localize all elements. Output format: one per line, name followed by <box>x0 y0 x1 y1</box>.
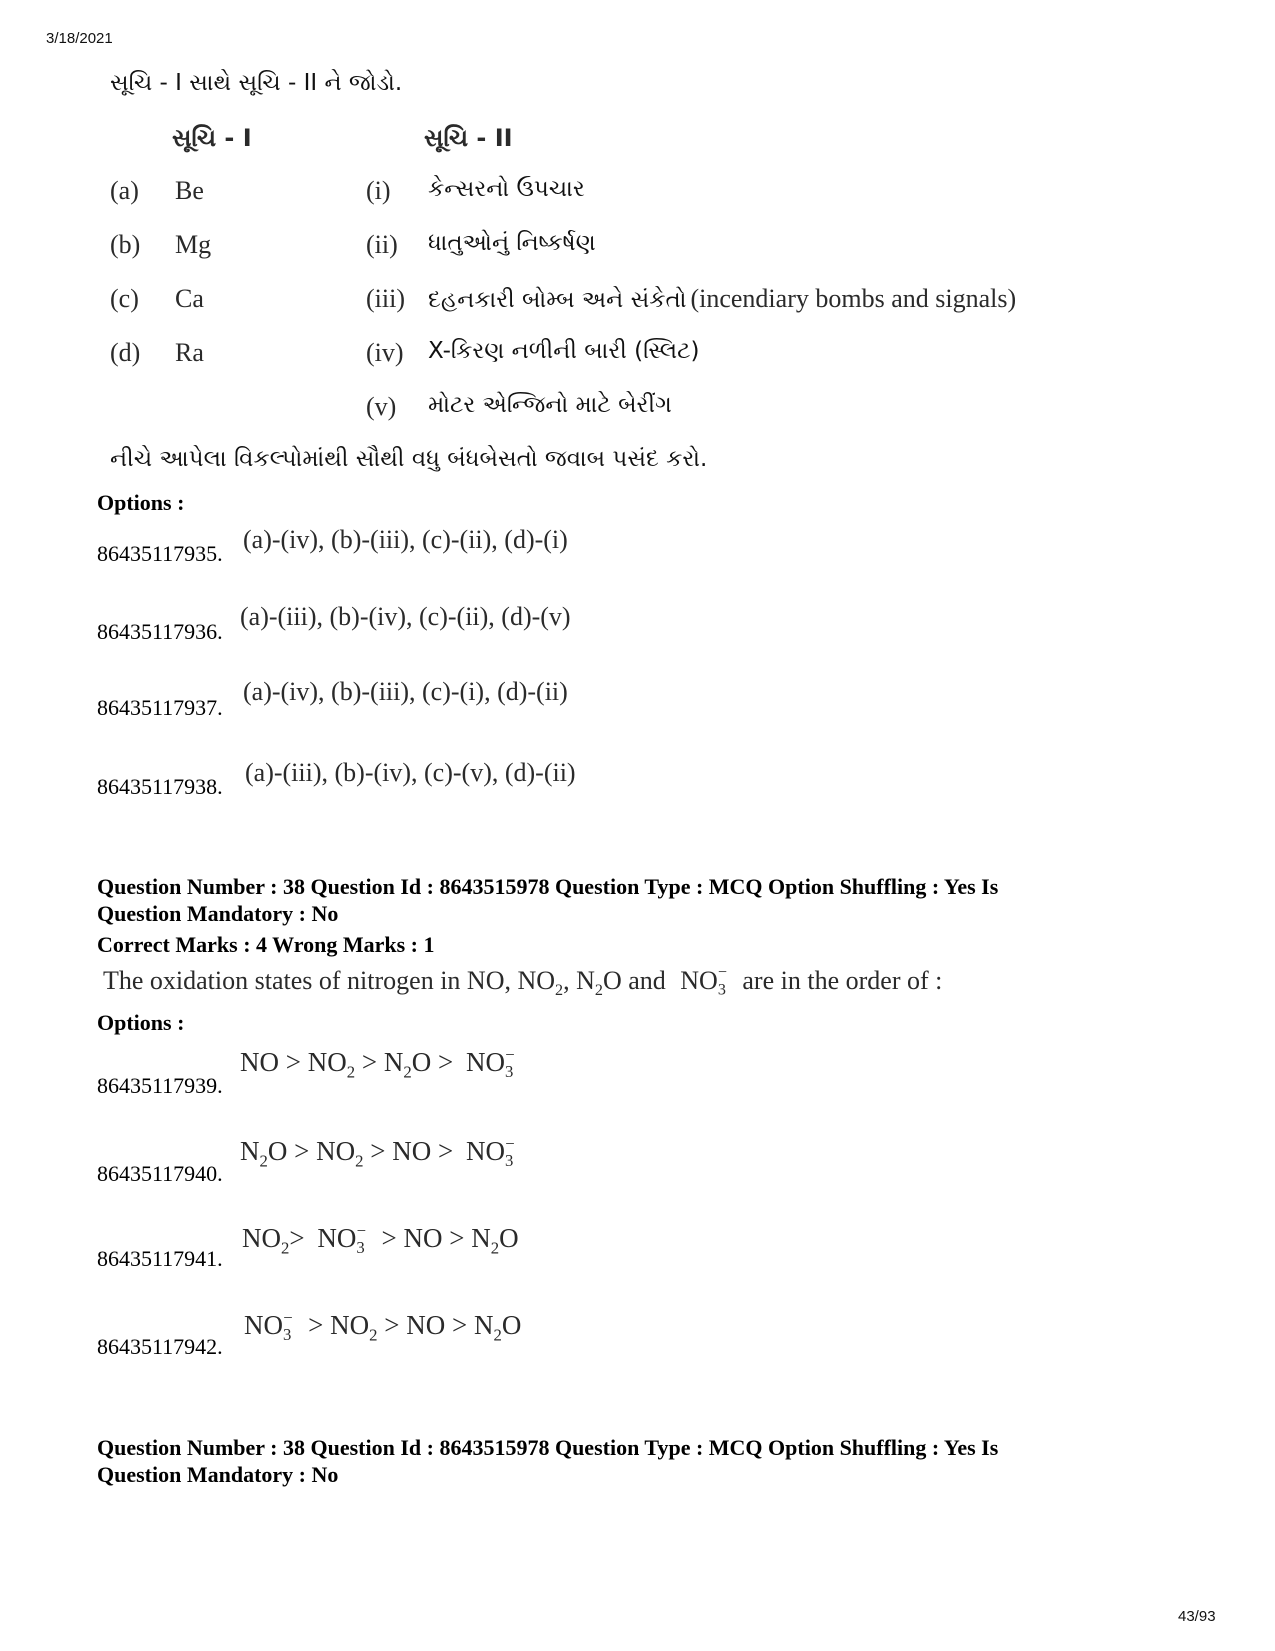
option-id: 86435117938. <box>97 774 223 799</box>
list1-value-a: Be <box>175 176 204 205</box>
q38-options-label: Options : <box>97 1010 185 1035</box>
nitrate-ion: $NO_3$ − <box>680 964 727 999</box>
list1-label-c: (c) <box>110 284 139 313</box>
list1-label-a: (a) <box>110 176 139 205</box>
sub-2: 2 <box>555 982 564 1000</box>
list2-value-v: મોટર એન્જિનો માટે બેરીંગ <box>428 392 672 418</box>
sub-2: 2 <box>594 982 603 1000</box>
list2-label-i: (i) <box>366 176 391 205</box>
q38-repeat-meta <box>97 1434 998 1488</box>
q37-instruction: સૂચિ - I સાથે સૂચિ - II ને જોડો. <box>110 70 403 96</box>
option-text[interactable]: (a)-(iv), (b)-(iii), (c)-(i), (d)-(ii) <box>243 677 568 706</box>
list2-value-i: કેન્સરનો ઉપચાર <box>428 176 585 202</box>
list2-value-iv: X-કિરણ નળીની બારી (સ્લિટ) <box>428 338 700 364</box>
list2-value-ii: ધાતુઓનું નિષ્કર્ષણ <box>428 230 596 256</box>
page-number: 43/93 <box>1178 1608 1216 1625</box>
q38-meta-line2: Question Mandatory : No <box>97 901 339 926</box>
list2-label-ii: (ii) <box>366 230 398 259</box>
q38-question-t2: O and <box>602 966 666 995</box>
option-formula[interactable]: $NO_2> NO_3$ − > NO > $N_2O$ <box>242 1221 519 1258</box>
q37-options-label: Options : <box>97 490 185 515</box>
list2-header: સૂચિ - II <box>424 124 513 152</box>
option-id: 86435117935. <box>97 541 223 566</box>
q38-meta-line1: Question Number : 38 Question Id : 8643515978 Question Type : MCQ Option Shuffling : Yes Is <box>97 874 999 899</box>
q38-repeat-meta-line1: Question Number : 38 Question Id : 8643515978 Question Type : MCQ Option Shuffling : Yes Is <box>97 1435 999 1460</box>
q38-question-t3: are in the order of : <box>742 966 943 995</box>
list2-value-iii <box>428 284 1016 314</box>
q37-choose-text: નીચે આપેલા વિકલ્પોમાંથી સૌથી વધુ બંધબેસતો જવાબ પસંદ કરો. <box>110 446 708 472</box>
q38-question-intro: The oxidation states of nitrogen in NO, NO <box>103 966 556 995</box>
q38-marks: Correct Marks : 4 Wrong Marks : 1 <box>97 932 435 957</box>
option-id: 86435117940. <box>97 1161 223 1186</box>
q38-question <box>103 966 942 1000</box>
list1-label-d: (d) <box>110 338 141 367</box>
list1-label-b: (b) <box>110 230 141 259</box>
q38-repeat-meta-line2: Question Mandatory : No <box>97 1462 339 1487</box>
option-id: 86435117939. <box>97 1073 223 1098</box>
option-id: 86435117942. <box>97 1334 223 1359</box>
option-formula[interactable]: $N_2O > NO_2$ > NO > $NO_3$ − <box>240 1134 515 1171</box>
option-text[interactable]: (a)-(iii), (b)-(iv), (c)-(ii), (d)-(v) <box>240 602 571 631</box>
option-formula[interactable]: $NO_3$ − > $NO_2$ > NO > $N_2O$ <box>244 1308 522 1345</box>
q38-question-t1: , N <box>563 966 595 995</box>
list1-header: સૂચિ - I <box>172 124 252 152</box>
list2-value-iii-gu: દહનકારી બોમ્બ અને સંકેતો <box>428 287 687 313</box>
q38-meta <box>97 873 998 927</box>
option-id: 86435117936. <box>97 619 223 644</box>
list2-label-iv: (iv) <box>366 338 404 367</box>
option-text[interactable]: (a)-(iv), (b)-(iii), (c)-(ii), (d)-(i) <box>243 525 568 554</box>
option-formula[interactable]: NO > $NO_2 > N_2O > NO_3$ − <box>240 1045 515 1082</box>
option-text[interactable]: (a)-(iii), (b)-(iv), (c)-(v), (d)-(ii) <box>245 758 576 787</box>
list1-value-c: Ca <box>175 284 204 313</box>
page-date: 3/18/2021 <box>46 30 113 47</box>
list2-label-v: (v) <box>366 392 397 421</box>
list2-value-iii-en: (incendiary bombs and signals) <box>690 284 1017 313</box>
option-id: 86435117941. <box>97 1246 223 1271</box>
option-id: 86435117937. <box>97 695 223 720</box>
list2-label-iii: (iii) <box>366 284 405 313</box>
list1-value-d: Ra <box>175 338 204 367</box>
list1-value-b: Mg <box>175 230 212 259</box>
